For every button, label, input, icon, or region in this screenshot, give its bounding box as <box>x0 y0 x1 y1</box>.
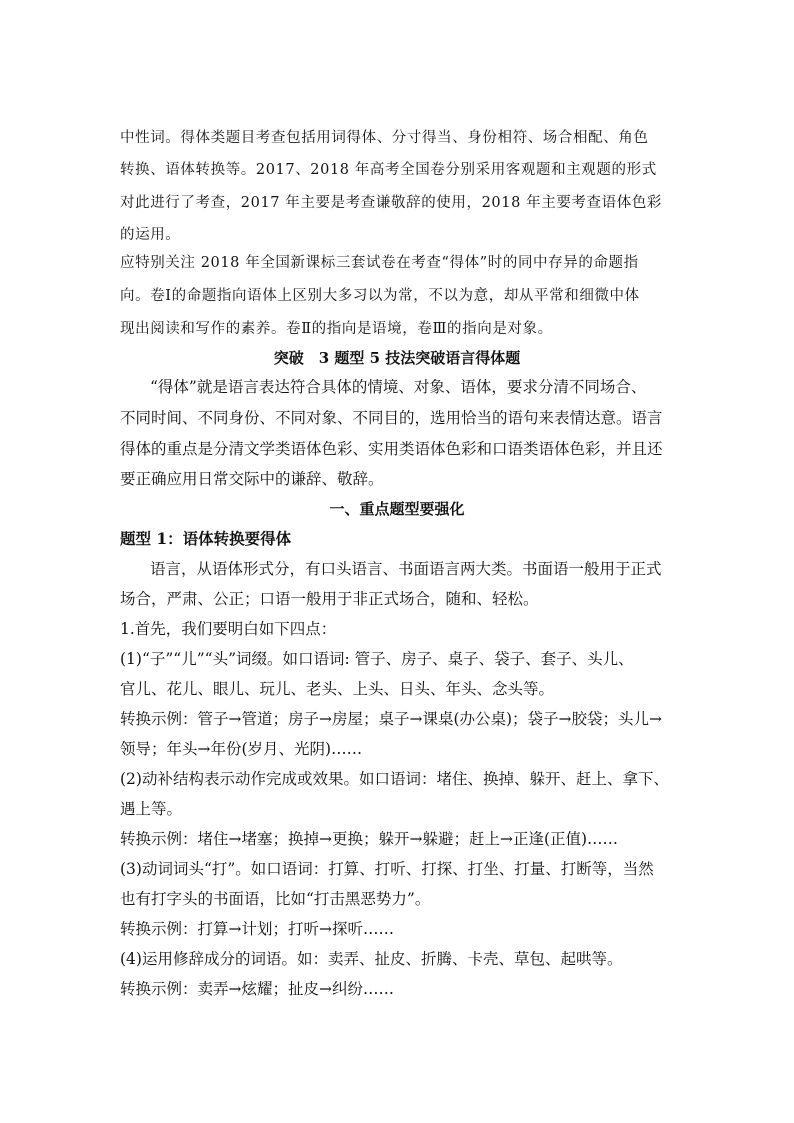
list-item: 转换示例：打算→计划；打听→探听…… <box>120 920 394 938</box>
intro-line: 现出阅读和写作的素养。卷Ⅱ的指向是语境，卷Ⅲ的指向是对象。 <box>120 321 553 337</box>
list-item: 遇上等。 <box>120 800 183 818</box>
list-item: 转换示例：管子→管道；房子→房屋；桌子→课桌(办公桌)；袋子→胶袋；头儿→ <box>120 710 663 728</box>
overview-line: 不同时间、不同身份、不同对象、不同目的，选用恰当的语句来表情达意。语言 <box>120 409 663 427</box>
type1-intro-line: 场合，严肃、公正；口语一般用于非正式场合，随和、轻松。 <box>120 590 539 608</box>
list-item: 官儿、花儿、眼儿、玩儿、老头、上头、日头、年头、念头等。 <box>120 680 555 698</box>
list-item: 转换示例：堵住→堵塞；换掉→更换；躲开→躲避；赶上→正逢(正值)…… <box>120 830 619 848</box>
list-item: (4)运用修辞成分的词语。如：卖弄、扯皮、折腾、卡壳、草包、起哄等。 <box>120 950 623 968</box>
intro-line: 的运用。 <box>120 227 181 243</box>
list-item: 领导；年头→年份(岁月、光阴)…… <box>120 740 363 758</box>
point-lead: 1.首先，我们要明白如下四点： <box>120 620 337 638</box>
intro-line: 向。卷Ⅰ的命题指向语体上区别大多习以为常，不以为意，却从平常和细微中体 <box>120 288 640 304</box>
list-item: (3)动词词头“打”。如口语词：打算、打听、打探、打坐、打量、打断等，当然 <box>120 860 654 878</box>
list-item: (2)动补结构表示动作完成或效果。如口语词：堵住、换掉、躲开、赶上、拿下、 <box>120 770 669 788</box>
intro-line: 转换、语体转换等。2017、2018 年高考全国卷分别采用客观题和主观题的形式 <box>120 162 657 178</box>
intro-line: 应特别关注 2018 年全国新课标三套试卷在考查“得体”时的同中存异的命题指 <box>120 255 639 271</box>
section-title: 突破 3 题型 5 技法突破语言得体题 <box>273 349 521 367</box>
overview-line: 得体的重点是分清文学类语体色彩、实用类语体色彩和口语类语体色彩，并且还 <box>120 440 663 458</box>
type1-intro-line: 语言，从语体形式分，有口头语言、书面语言两大类。书面语一般用于正式 <box>150 560 662 578</box>
intro-line: 中性词。得体类题目考查包括用词得体、分寸得当、身份相符、场合相配、角色 <box>120 130 649 146</box>
type1-label: 题型 1：语体转换要得体 <box>120 529 292 548</box>
overview-line: 要正确应用日常交际中的谦辞、敬辞。 <box>120 470 384 488</box>
list-item: (1)“子”“儿”“头”词缀。如口语词: 管子、房子、桌子、袋子、套子、头儿、 <box>120 650 634 668</box>
intro-line: 对此进行了考查，2017 年主要是考查谦敬辞的使用，2018 年主要考查语体色彩 <box>120 195 663 211</box>
overview-line: “得体”就是语言表达符合具体的情境、对象、语体，要求分清不同场合、 <box>150 378 647 396</box>
list-item: 转换示例：卖弄→炫耀；扯皮→纠纷…… <box>120 980 394 998</box>
list-item: 也有打字头的书面语，比如“打击黑恶势力”。 <box>120 890 431 908</box>
heading-key-types: 一、重点题型要强化 <box>329 500 465 518</box>
